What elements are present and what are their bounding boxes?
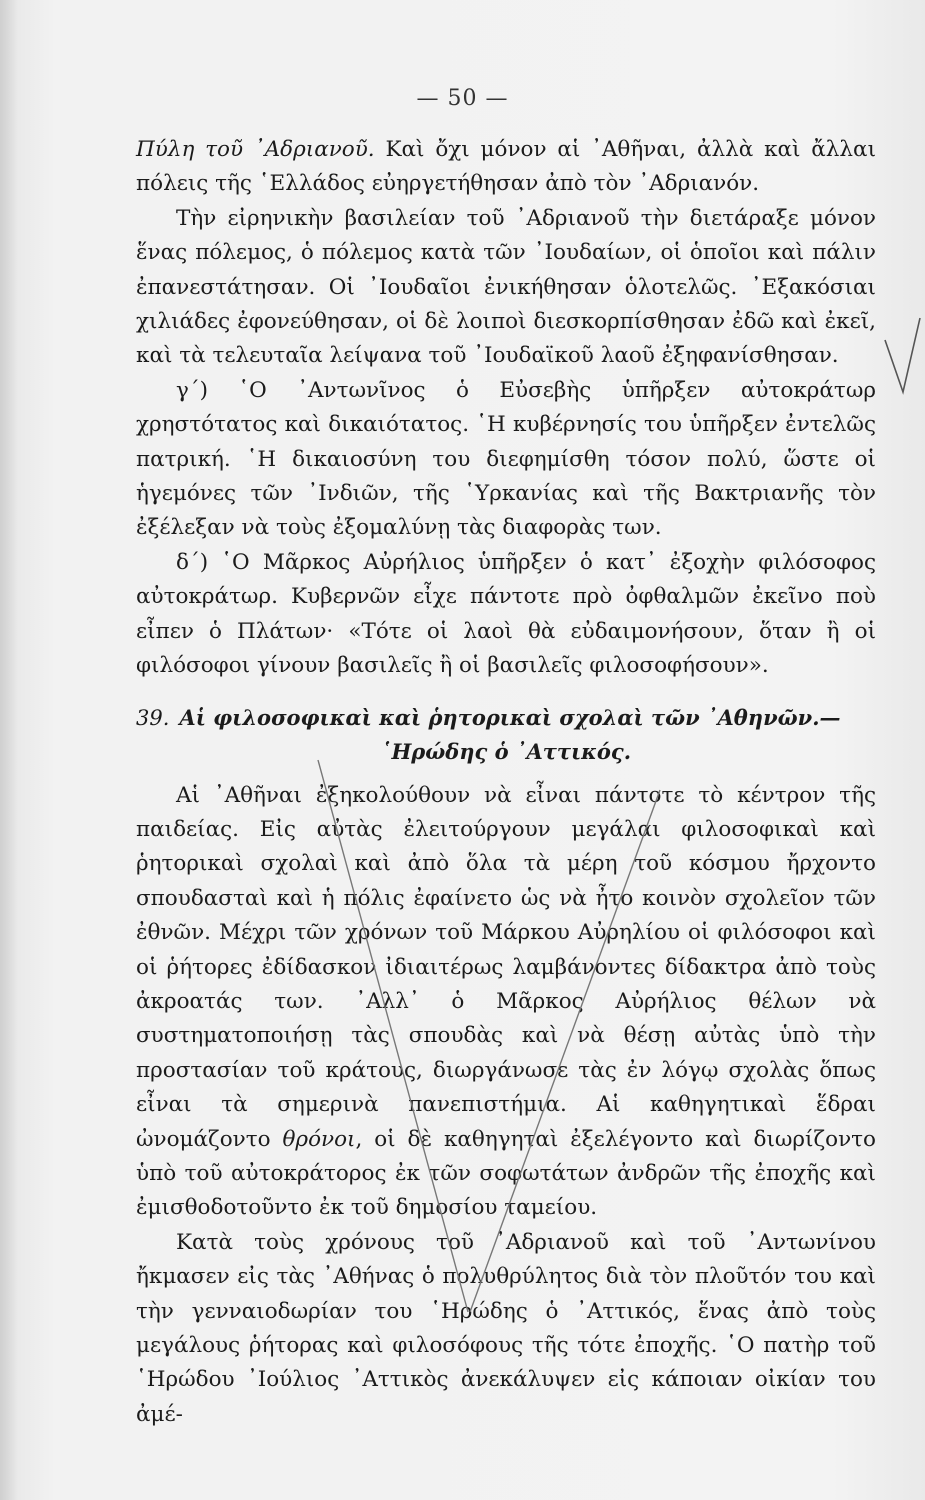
paragraph-antoninus: γ´) ῾Ο ᾿Αντωνῖνος ὁ Εὐσεβὴς ὑπῆρξεν αὐτοκράτωρ χρηστότατος καὶ δικαιότατος. ῾Η κυβέρνησίς του ὑπῆρξεν ἐντελῶς πατρική. ῾Η δικαιοσύνη του διεφημίσθη τόσον πολύ, ὥστε οἱ ἡγεμόνες τῶν ᾿Ινδιῶν, τῆς ῾Υρκανίας καὶ τῆς Βακτριανῆς τὸν ἐξέλεξαν νὰ τοὺς ἐξομαλύνῃ τὰς διαφορὰς των.: [136, 377, 876, 541]
pencil-stroke-right: [470, 790, 660, 1312]
section-subtitle: ῾Ηρώδης ὁ ᾿Αττικός.: [380, 738, 632, 764]
page-number: — 50 —: [416, 86, 509, 111]
gate-of-hadrian-title: Πύλη τοῦ ᾿Αδριανοῦ.: [136, 137, 375, 162]
thronoi-term: θρόνοι: [282, 1126, 356, 1152]
section-title: Αἱ φιλοσοφικαὶ καὶ ῥητορικαὶ σχολαὶ τῶν ᾿Αθηνῶν.—: [179, 704, 841, 730]
paragraph-schools: Αἱ ᾿Αθῆναι ἐξηκολούθουν νὰ εἶναι πάντοτε τὸ κέντρον τῆς παιδείας. Εἰς αὐτὰς ἐλειτούργουν μεγάλαι φιλοσοφικαὶ καὶ ῥητορικαὶ σχολαὶ καὶ ἀπὸ ὅλα τὰ μέρη τοῦ κόσμου ἤρχοντο σπουδασταὶ καὶ ἡ πόλις ἐφαίνετο ὡς νὰ ἦτο κοινὸν σχολεῖον τῶν ἐθνῶν. Μέχρι τῶν χρόνων τοῦ Μάρκου Αὐρηλίου οἱ φιλόσοφοι καὶ οἱ ῥήτορες ἐδίδασκον ἰδιαιτέρως λαμβάνοντες δίδακτρα ἀπὸ τοὺς ἀκροατάς των. ᾿Αλλ᾿ ὁ Μᾶρκος Αὐρήλιος θέλων νὰ συστηματοποιήσῃ τὰς σπουδὰς καὶ νὰ θέσῃ αὐτὰς ὑπὸ τὴν προστασίαν τοῦ κράτους, διωργάνωσε τὰς ἐν λόγῳ σχολὰς ὅπως εἶναι τὰ σημερινὰ πανεπιστήμια. Αἱ καθηγητικαὶ ἕδραι ὠνομάζοντο θρόνοι, οἱ δὲ καθηγηταὶ ἐξελέγοντο καὶ διωρίζοντο ὑπὸ τοῦ αὐτοκράτορος ἐκ τῶν σοφωτάτων ἀνδρῶν τῆς ἐποχῆς καὶ ἐμισθοδοτοῦντο ἐκ τοῦ δημοσίου ταμείου.: [136, 782, 876, 1221]
paragraph-1-text: Καὶ ὄχι μόνον αἱ ᾿Αθῆναι, ἀλλὰ καὶ ἄλλαι πόλεις τῆς ῾Ελλάδος εὐηργετήθησαν ἀπὸ τὸν ᾿Αδριανόν.: [136, 137, 877, 197]
section-number: 39.: [136, 705, 170, 730]
paragraph-marcus-aurelius: δ´) ῾Ο Μᾶρκος Αὐρήλιος ὑπῆρξεν ὁ κατ᾿ ἐξοχὴν φιλόσοφος αὐτοκράτωρ. Κυβερνῶν εἶχε πάντοτε πρὸ ὀφθαλμῶν ἐκεῖνο ποὺ εἶπεν ὁ Πλάτων· «Τότε οἱ λαοὶ θὰ εὐδαιμονήσουν, ὅταν ἢ οἱ φιλόσοφοι γίνουν βασιλεῖς ἢ οἱ βασιλεῖς φιλοσοφήσουν».: [136, 549, 876, 679]
pencil-stroke-left: [318, 760, 468, 1312]
paragraph-herodes: Κατὰ τοὺς χρόνους τοῦ ᾿Αδριανοῦ καὶ τοῦ ᾿Αντωνίνου ἤκμασεν εἰς τὰς ᾿Αθήνας ὁ πολυθρύλητος διὰ τὸν πλοῦτόν του καὶ τὴν γενναιοδωρίαν του ῾Ηρώδης ὁ ᾿Αττικός, ἕνας ἀπὸ τοὺς μεγάλους ῥήτορας καὶ φιλοσόφους τῆς τότε ἐποχῆς. ῾Ο πατὴρ τοῦ ῾Ηρώδου ᾿Ιούλιος ᾿Αττικὸς ἀνεκάλυψεν εἰς κάποιαν οἰκίαν του ἀμέ-: [136, 1229, 876, 1427]
paragraph-2: Τὴν εἰρηνικὴν βασιλείαν τοῦ ᾿Αδριανοῦ τὴν διετάραξε μόνον ἕνας πόλεμος, ὁ πόλεμος κατὰ τῶν ᾿Ιουδαίων, οἱ ὁποῖοι καὶ πάλιν ἐπανεστάτησαν. Οἱ ᾿Ιουδαῖοι ἐνικήθησαν ὁλοτελῶς. ᾿Εξακόσιαι χιλιάδες ἐφονεύθησαν, οἱ δὲ λοιποὶ διεσκορπίσθησαν ἐδῶ καὶ ἐκεῖ, καὶ τὰ τελευταῖα λείψανα τοῦ ᾿Ιουδαϊκοῦ λαοῦ ἐξηφανίσθησαν.: [136, 205, 876, 369]
margin-check-mark: [885, 318, 920, 392]
